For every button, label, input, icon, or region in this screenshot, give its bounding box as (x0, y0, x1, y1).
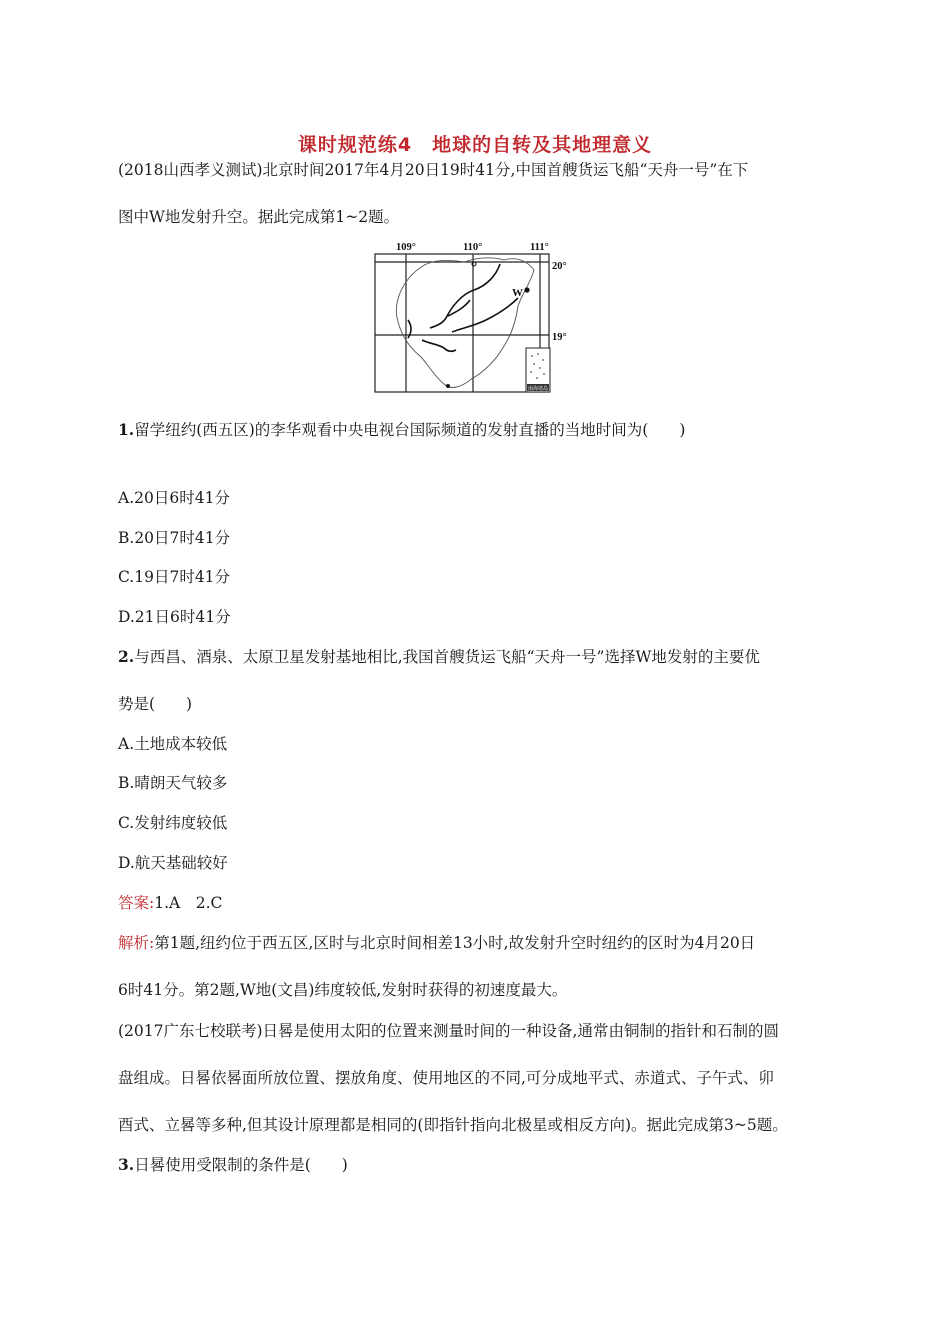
hainan-map (372, 236, 584, 400)
intro-text-line-1: (2018山西孝义测试)北京时间2017年4月20日19时41分,中国首艘货运飞船“天舟一号”在下 (118, 161, 749, 179)
answer-line (118, 893, 222, 913)
lon-label-110: 110° (463, 242, 483, 253)
question-3-stem: 日晷使用受限制的条件是( ) (134, 1156, 348, 1174)
question-2-number: 2. (118, 647, 135, 666)
lat-label-20: 20° (552, 261, 567, 272)
intro2-line-2: 盘组成。日晷依晷面所放位置、摆放角度、使用地区的不同,可分成地平式、赤道式、子午式、卯 (118, 1069, 774, 1087)
question-1 (118, 420, 685, 440)
question-2-stem-line-2: 势是( ) (118, 695, 193, 713)
q2-option-a: A.土地成本较低 (118, 735, 228, 753)
q1-option-b: B.20日7时41分 (118, 529, 231, 547)
lon-label-109: 109° (396, 242, 416, 253)
question-3 (118, 1155, 348, 1175)
map-frame (375, 254, 549, 392)
answer-text: 1.A 2.C (154, 894, 223, 912)
intro-text-line-2: 图中W地发射升空。据此完成第1~2题。 (118, 208, 400, 226)
lat-label-19: 19° (552, 332, 567, 343)
south-sea-inset (526, 348, 550, 392)
question-2 (118, 647, 760, 667)
analysis-line-1 (118, 933, 755, 953)
sanya-point (446, 384, 450, 388)
analysis-text-1: 第1题,纽约位于西五区,区时与北京时间相差13小时,故发射升空时纽约的区时为4月20日 (154, 934, 756, 952)
lon-label-111: 111° (530, 242, 549, 253)
question-3-number: 3. (118, 1155, 135, 1174)
intro2-line-1: (2017广东七校联考)日晷是使用太阳的位置来测量时间的一种设备,通常由铜制的指针和石制的圆 (118, 1022, 779, 1040)
q2-option-d: D.航天基础较好 (118, 854, 228, 872)
island-outline (396, 258, 534, 388)
question-2-stem-line-1: 与西昌、酒泉、太原卫星发射基地相比,我国首艘货运飞船“天舟一号”选择W地发射的主要优 (134, 648, 760, 666)
w-label: W (512, 287, 523, 299)
river-5 (422, 340, 456, 351)
q2-option-c: C.发射纬度较低 (118, 814, 228, 832)
question-1-number: 1. (118, 420, 135, 439)
q1-option-a: A.20日6时41分 (118, 489, 230, 507)
analysis-line-2: 6时41分。第2题,W地(文昌)纬度较低,发射时获得的初速度最大。 (118, 981, 568, 999)
inset-label: 南海诸岛 (528, 387, 549, 392)
q2-option-b: B.晴朗天气较多 (118, 774, 228, 792)
analysis-label: 解析: (118, 934, 155, 952)
w-point (524, 287, 529, 292)
page-title: 课时规范练4 地球的自转及其地理意义 (297, 134, 653, 156)
q1-option-c: C.19日7时41分 (118, 568, 231, 586)
question-1-stem: 留学纽约(西五区)的李华观看中央电视台国际频道的发射直播的当地时间为( ) (134, 421, 686, 439)
answer-label: 答案: (118, 894, 155, 912)
q1-option-d: D.21日6时41分 (118, 608, 231, 626)
intro2-line-3: 酉式、立晷等多种,但其设计原理都是相同的(即指针指向北极星或相反方向)。据此完成第3~5题。 (118, 1116, 788, 1134)
river-3 (452, 298, 518, 332)
